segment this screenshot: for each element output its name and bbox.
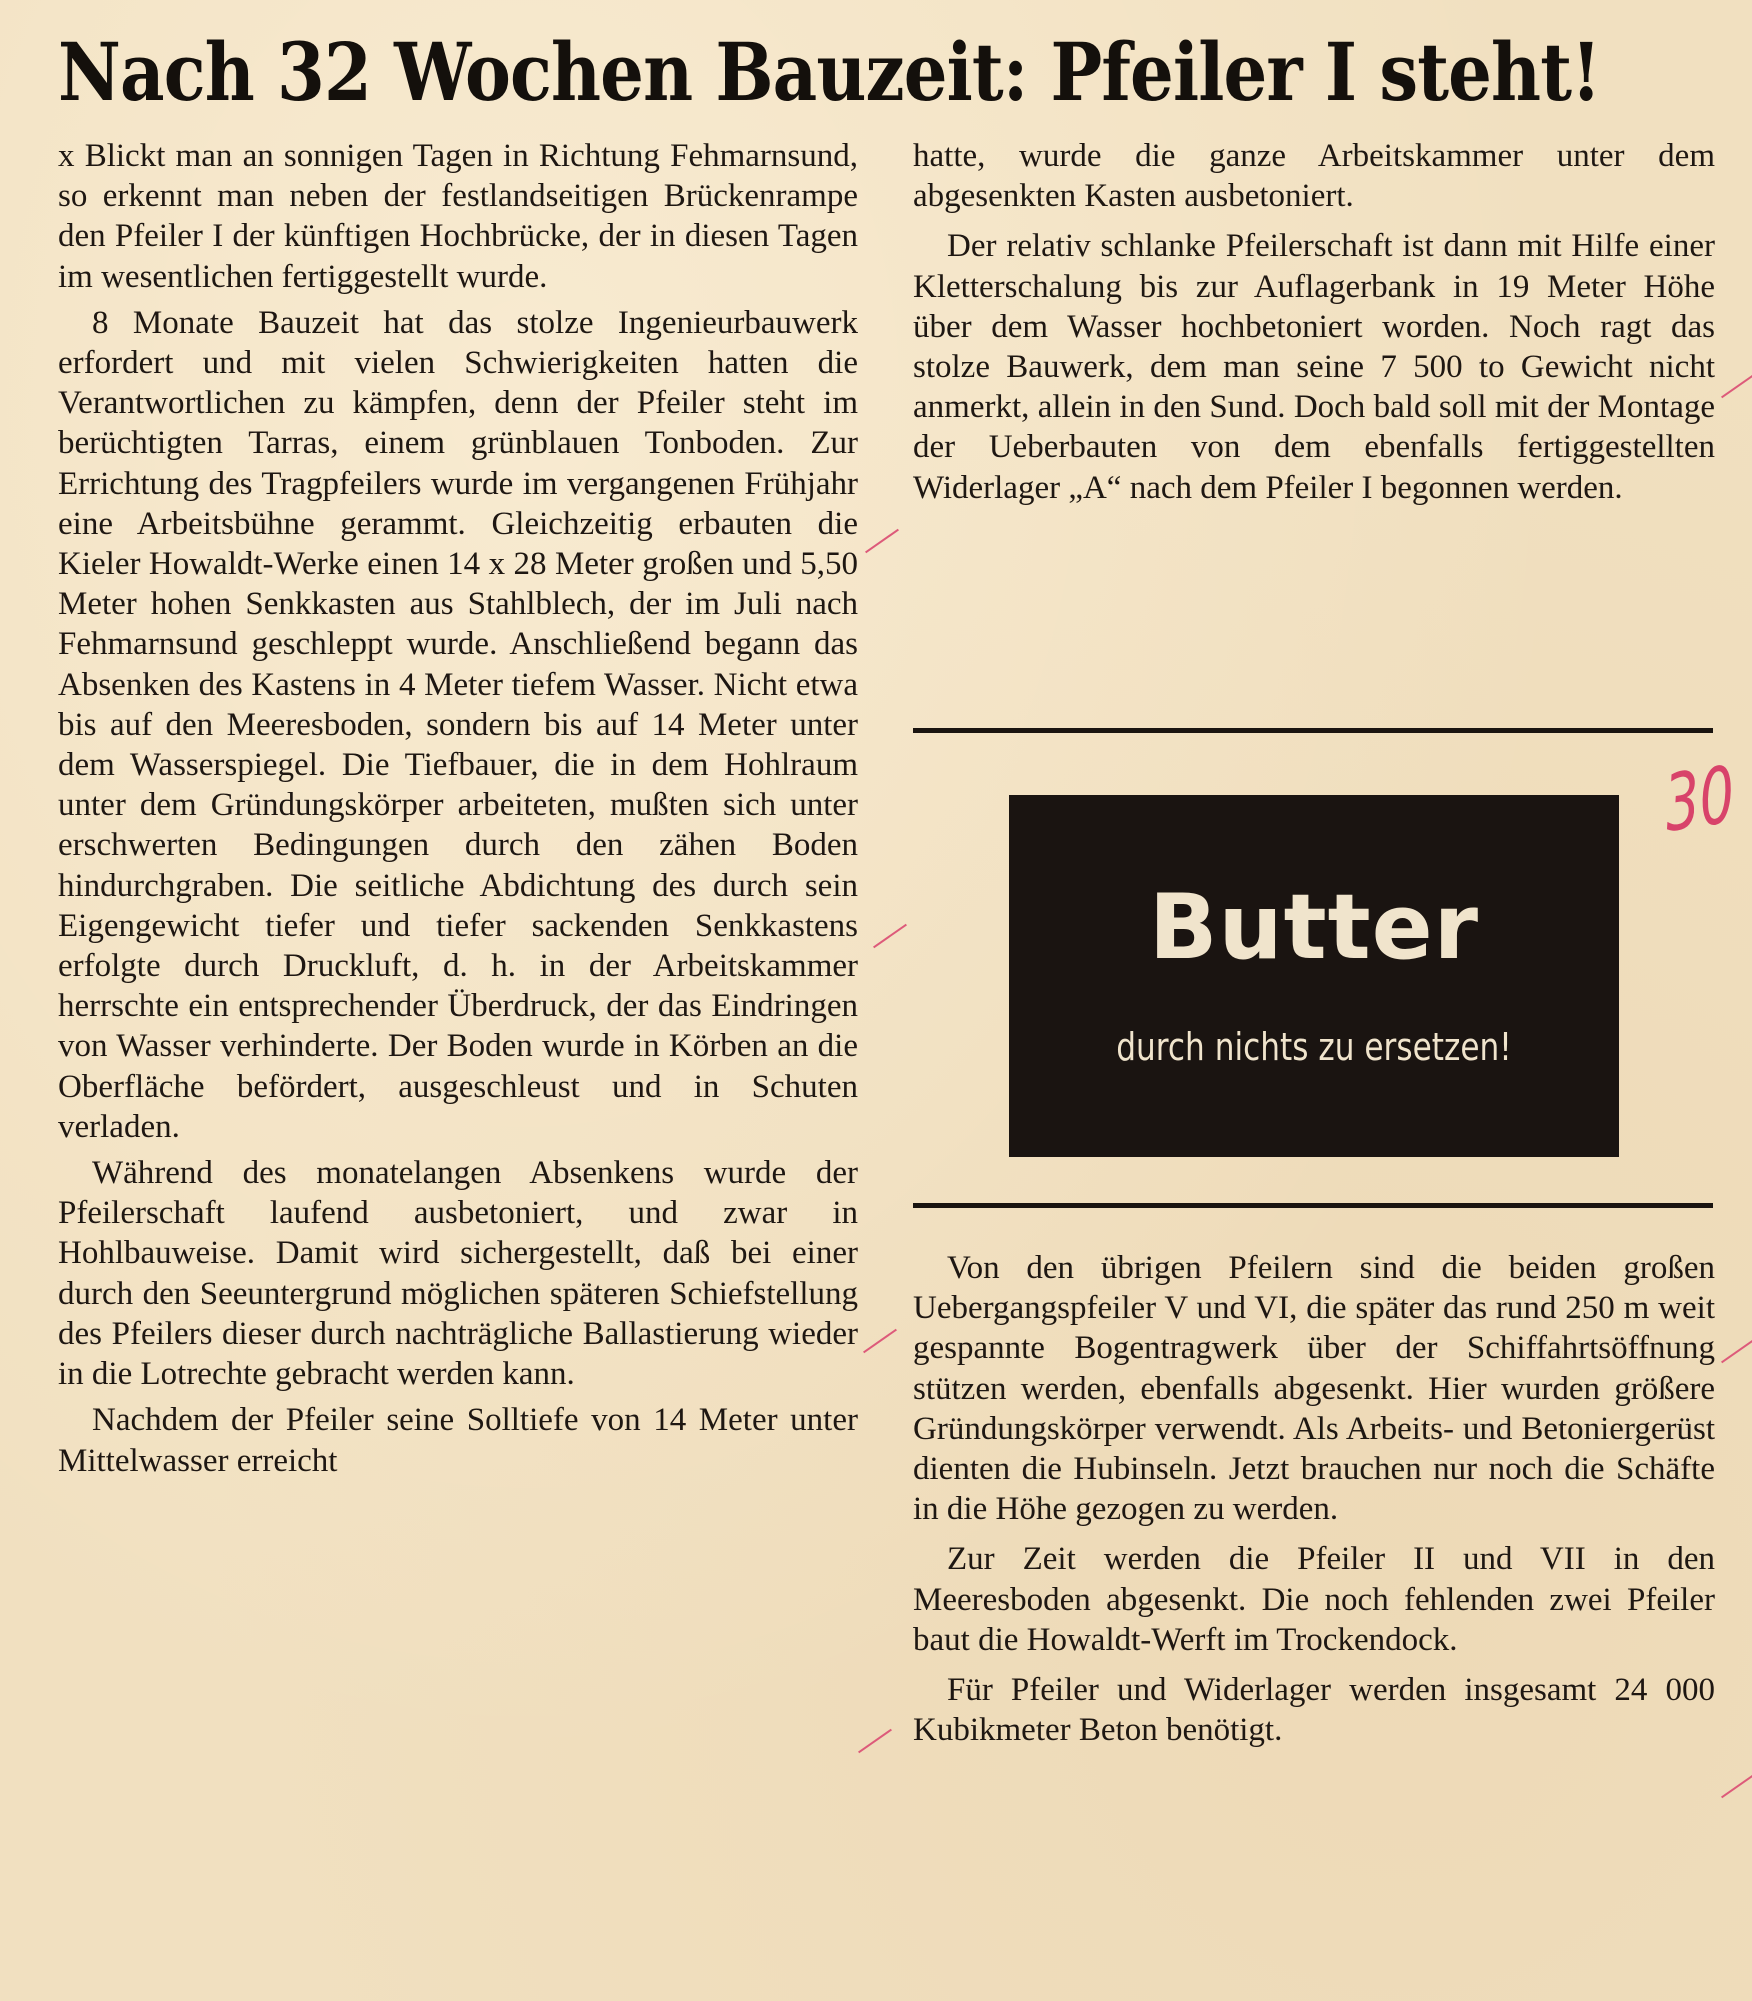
- paragraph: Von den übrigen Pfeilern sind die beiden großen Uebergangspfeiler V und VI, die später das rund 250 m weit gespannte Bogentragwerk über der Schiffahrtsöffnung stützen werden, ebenfalls abgesenkt. Hier wurden größere Gründungskörper verwendt. Als Arbeits- und Betoniergerüst dienten die Hubinseln. Jetzt brauchen nur noch die Schäfte in die Höhe gezogen zu werden.: [913, 1250, 1715, 1528]
- paragraph: Zur Zeit werden die Pfeiler II und VII in den Meeresboden abgesenkt. Die noch fehlenden zwei Pfeiler baut die Howaldt-Werft im Trockendock.: [913, 1541, 1715, 1658]
- paragraph: hatte, wurde die ganze Arbeitskammer unter dem abgesenkten Kasten ausbetoniert.: [913, 138, 1715, 215]
- paragraph: Während des monatelangen Absenkens wurde der Pfeilerschaft laufend ausbetoniert, und zwar in Hohlbauweise. Damit wird sichergestellt, daß bei einer durch den Seeuntergrund möglichen späteren Schiefstellung des Pfeilers dieser durch nachträgliche Ballastierung wieder in die Lotrechte gebracht werden kann.: [58, 1155, 858, 1393]
- article-column-right-bottom: [913, 1248, 1715, 1756]
- paragraph: 8 Monate Bauzeit hat das stolze Ingenieurbauwerk erfordert und mit vielen Schwierigkeiten hatten die Verantwortlichen zu kämpfen, denn der Pfeiler steht im berüchtigten Tarras, einem grünblauen Tonboden. Zur Errichtung des Tragpfeilers wurde im vergangenen Frühjahr eine Arbeitsbühne gerammt. Gleichzeitig erbauten die Kieler Howaldt-Werke einen 14 x 28 Meter großen und 5,50 Meter hohen Senkkasten aus Stahlblech, der im Juli nach Fehmarnsund geschleppt wurde. Anschließend begann das Absenken des Kastens in 4 Meter tiefem Wasser. Nicht etwa bis auf den Meeresboden, sondern bis auf 14 Meter unter dem Wasserspiegel. Die Tiefbauer, die in dem Hohlraum unter dem Gründungskörper arbeiteten, mußten sich unter erschwerten Bedingungen durch den zähen Boden hindurchgraben. Die seitliche Abdichtung des durch sein Eigengewicht tiefer und tiefer sackenden Senkkastens erfolgte durch Druckluft, d. h. in der Arbeitskammer herrschte ein entsprechender Überdruck, der das Eindringen von Wasser verhinderte. Der Boden wurde in Körben an die Oberfläche befördert, ausgeschleust und in Schuten verladen.: [58, 304, 858, 1145]
- article-column-left: [58, 136, 858, 1487]
- handwritten-page-number: 30: [1661, 750, 1738, 850]
- article-headline: Nach 32 Wochen Bauzeit: Pfeiler I steht!: [58, 25, 1601, 119]
- article-column-right-top: [913, 136, 1715, 514]
- ad-brand: Butter: [1148, 875, 1480, 980]
- paragraph: x Blickt man an sonnigen Tagen in Richtung Fehmarnsund, so erkennt man neben der festlandseitigen Brückenrampe den Pfeiler I der künftigen Hochbrücke, der in diesen Tagen im wesentlichen fertiggestellt wurde.: [58, 138, 858, 295]
- divider-rule-bottom: [913, 1203, 1713, 1208]
- divider-rule-top: [913, 728, 1713, 733]
- butter-advertisement: [1009, 795, 1619, 1157]
- paragraph: Für Pfeiler und Widerlager werden insgesamt 24 000 Kubikmeter Beton benötigt.: [913, 1672, 1715, 1749]
- paragraph: Der relativ schlanke Pfeilerschaft ist dann mit Hilfe einer Kletterschalung bis zur Auflagerbank in 19 Meter Höhe über dem Wasser hochbetoniert worden. Noch ragt das stolze Bauwerk, dem man seine 7 500 to Gewicht nicht anmerkt, allein in den Sund. Doch bald soll mit der Montage der Ueberbauten von dem ebenfalls fertiggestellten Widerlager „A“ nach dem Pfeiler I begonnen werden.: [913, 228, 1715, 506]
- ad-slogan: durch nichts zu ersetzen!: [1116, 1025, 1512, 1069]
- paragraph: Nachdem der Pfeiler seine Solltiefe von 14 Meter unter Mittelwasser erreicht: [58, 1402, 858, 1479]
